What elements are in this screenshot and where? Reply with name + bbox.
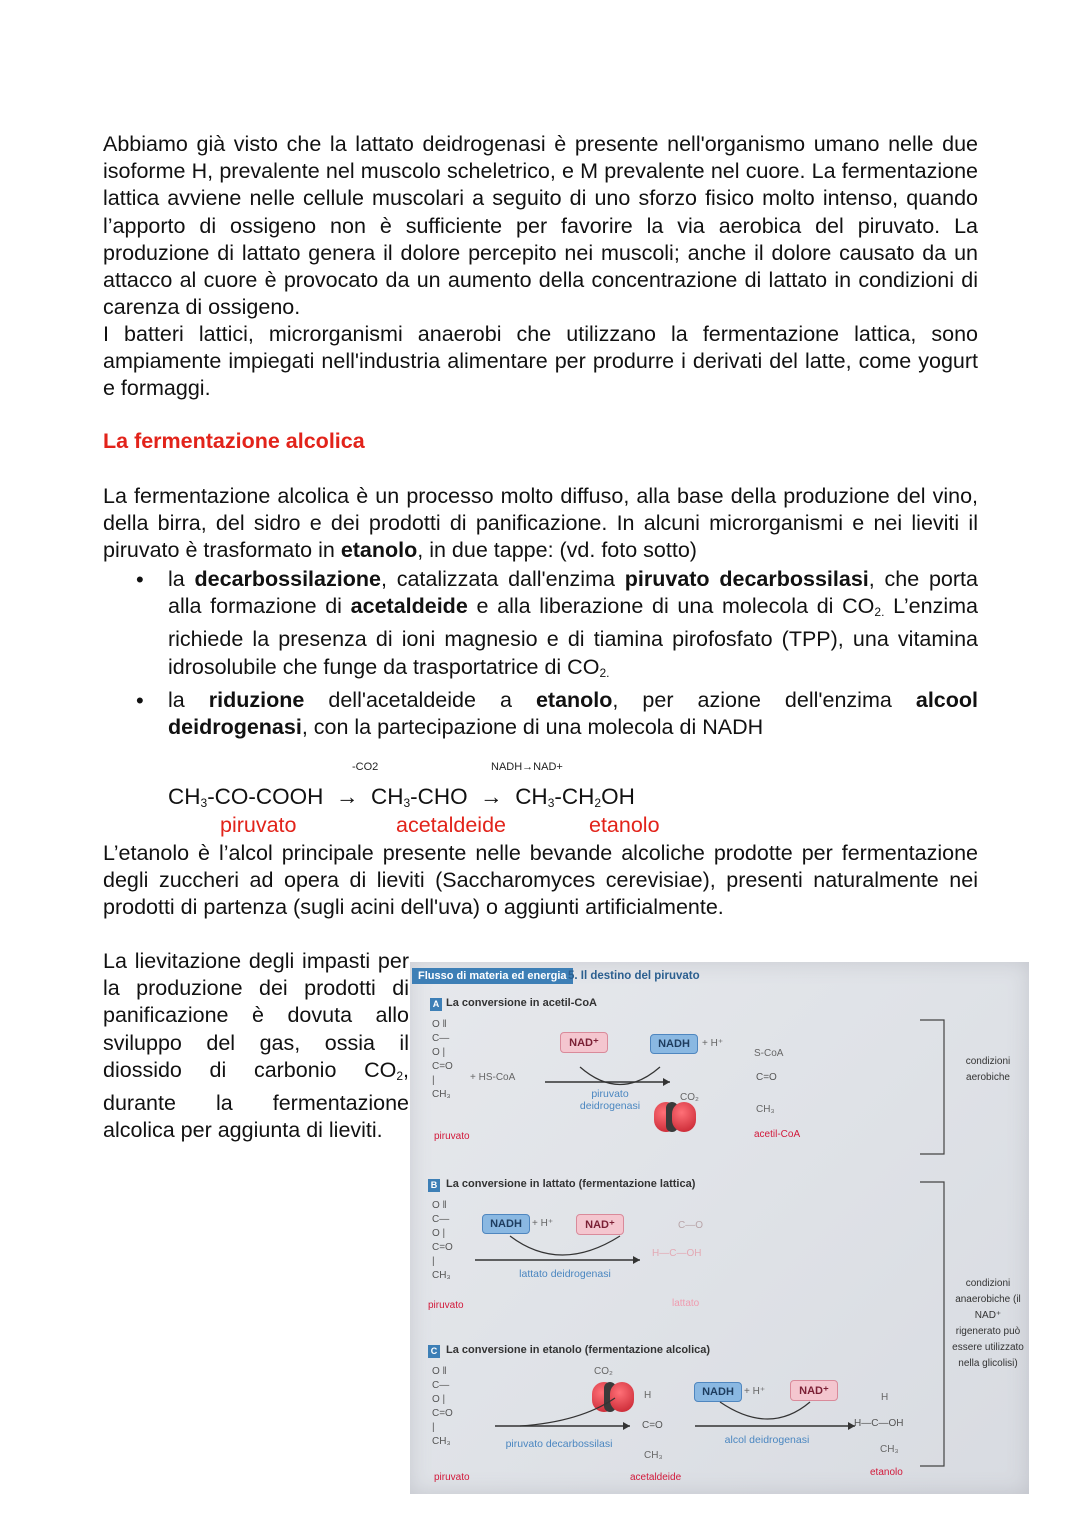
co2-o2 <box>672 1102 696 1132</box>
condition-aerobic: condizioni aerobiche <box>965 1056 1011 1083</box>
m3s2: 2 <box>594 796 602 810</box>
b2-b2: etanolo <box>535 687 613 712</box>
section-intro-text-a: La fermentazione alcolica è un processo molto diffuso, alla base della produzione del vino, della birra, del sidro e dei prodotti di panificazione. In alcuni microrganismi e nei lieviti il piruvato è trasformato in <box>103 484 978 563</box>
b1-t3: , che porta alla formazione di <box>168 567 978 619</box>
b1-b2: piruvato decarbossilasi <box>624 567 869 591</box>
name-pyruvate: piruvato <box>220 813 297 837</box>
molecule-acetaldehyde <box>371 784 468 809</box>
reactant-b: piruvato <box>428 1300 464 1311</box>
m3b: -CH <box>554 784 595 809</box>
ethanol-paragraph: L’etanolo è l’alcol principale presente nelle bevande alcoliche prodotte per fermentazione degli zuccheri ad opera di lieviti (Saccharomyces cerevisiae), presenti naturalmente nei prodotti di partenza (sugli acini dell'uva) o aggiunti artificialmente. <box>103 841 978 920</box>
arrow-a <box>540 1062 680 1102</box>
intro-paragraph-1: Abbiamo già visto che la lattato deidrogenasi è presente nell'organismo umano nelle due isoforme H, prevalente nel muscolo scheletrico, e M prevalente nel cuore. La fermentazione lattica avviene nelle cellule muscolari a seguito di uno sforzo fisico molto intenso, quando l’apporto di ossigeno non è sufficiente per favorire la via aerobica del piruvato. La produzione di lattato genera il dolore percepito nei muscoli; anche il dolore causato da un attacco al cuore è provocato da un aumento della concentrazione di lattato in condizioni di carenza di ossigeno. <box>103 132 978 320</box>
arrow-icon: → <box>335 784 359 809</box>
b1-b3: acetaldeide <box>350 594 468 619</box>
molecule-ethanol <box>515 784 635 809</box>
b2-b3: alcool deidrogenasi <box>168 687 978 740</box>
acetaldehyde-struct: C=O <box>642 1420 663 1431</box>
lattato-frag-1: C—O <box>678 1220 703 1231</box>
lattato-frag-2: H—C—OH <box>652 1248 702 1259</box>
pyruvate-structure-b: O ‖ C—O | C=O | CH₃ <box>432 1200 453 1281</box>
badge-c: C <box>428 1345 440 1358</box>
leavening-a: La lievitazione degli impasti per la produzione dei prodotti di panificazione è dovuta allo sviluppo del gas, ossia il diossido di carbonio CO <box>103 949 409 1082</box>
figure-tag: Flusso di materia ed energia <box>412 968 573 984</box>
hplus-c: + H⁺ <box>744 1386 766 1397</box>
b2-t1: la <box>168 687 209 712</box>
co2-label-a: CO₂ <box>680 1092 699 1103</box>
section-heading: La fermentazione alcolica <box>103 429 365 453</box>
step-decarboxylation <box>103 566 978 687</box>
b2-t3: , per azione dell'enzima <box>612 687 916 712</box>
co2-label-c: CO₂ <box>594 1366 613 1377</box>
product-struct-a: S-CoA <box>754 1048 784 1059</box>
hplus-b: + H⁺ <box>532 1218 554 1229</box>
b1-t5: L’enzima richiede la presenza di ioni magnesio e di tiamina pirofosfato (TPP), una vitamina idrosolubile che funge da trasportatrice di CO <box>168 594 978 679</box>
bracket-a <box>920 1018 950 1158</box>
m2a: CH <box>370 784 404 809</box>
nad-c: NAD⁺ <box>790 1380 838 1401</box>
reaction-label-co2: -CO2 <box>352 761 379 773</box>
badge-b: B <box>428 1179 440 1192</box>
name-ethanol: etanolo <box>589 813 660 837</box>
hplus-a: + H⁺ <box>702 1038 724 1049</box>
nadh-c: NADH <box>694 1382 742 1402</box>
badge-a: A <box>430 998 442 1011</box>
bracket-bc <box>920 1180 950 1470</box>
m2s: 3 <box>403 796 411 810</box>
m1s: 3 <box>200 796 208 810</box>
reaction-equation <box>168 784 635 810</box>
leavening-paragraph <box>103 948 409 1144</box>
m3a: CH <box>515 784 548 809</box>
nad-b: NAD⁺ <box>576 1214 624 1235</box>
title-c: La conversione in etanolo (fermentazione alcolica) <box>446 1344 711 1356</box>
b1-t1: la <box>168 567 195 591</box>
figure-title: 5. Il destino del piruvato <box>568 970 700 982</box>
b1-b1: decarbossilazione <box>194 567 381 591</box>
b1-t2: , catalizzata dall'enzima <box>380 567 625 591</box>
intro-paragraph-2: I batteri lattici, microrganismi anaerobi che utilizzano la fermentazione lattica, sono ampiamente impiegati nell'industria alimentare per produrre i derivati del latte, come yogurt e formaggi. <box>103 322 978 401</box>
steps-list <box>103 566 978 741</box>
nadh-b: NADH <box>482 1214 530 1234</box>
reactant-c: piruvato <box>434 1472 470 1483</box>
product-a: acetil-CoA <box>754 1129 801 1140</box>
nadh-a: NADH <box>650 1034 698 1054</box>
step-reduction <box>103 687 978 741</box>
arrow-icon: → <box>480 784 503 809</box>
textbook-figure-photo <box>410 962 1029 1494</box>
reaction-label-nadh: NADH→NAD+ <box>491 761 563 773</box>
m3s: 3 <box>547 796 555 810</box>
acetaldehyde-ch3: CH₃ <box>644 1450 663 1461</box>
b2-b1: riduzione <box>208 687 305 712</box>
b2-t2: dell'acetaldeide a <box>304 687 536 712</box>
b2-t4: , con la partecipazione di una molecola di NADH <box>301 715 764 740</box>
arrow-b <box>470 1232 650 1272</box>
section-intro-bold: etanolo <box>340 538 418 563</box>
product-ch3-a: CH₃ <box>756 1104 775 1115</box>
ethanol-h: H <box>881 1392 889 1403</box>
condition-anaerobic: condizioni anaerobiche (il NAD⁺ rigenerato può essere utilizzato nella glicolisi) <box>952 1278 1024 1369</box>
ethanol-ch3: CH₃ <box>880 1444 899 1455</box>
arrow-c1 <box>490 1392 640 1432</box>
middle-c: acetaldeide <box>630 1472 682 1483</box>
reactant-a: piruvato <box>434 1131 470 1142</box>
m1a: CH <box>168 784 201 809</box>
name-acetaldehyde: acetaldeide <box>396 813 506 837</box>
product-c: etanolo <box>870 1467 903 1478</box>
enzyme-c1: piruvato decarbossilasi <box>505 1438 613 1450</box>
hscoa-a: + HS-CoA <box>470 1072 516 1083</box>
product-b: lattato <box>672 1298 700 1309</box>
b1-sub2: 2. <box>599 665 610 680</box>
product-carbonyl-a: C=O <box>756 1072 777 1083</box>
pyruvate-structure-c: O ‖ C—O | C=O | CH₃ <box>432 1366 453 1447</box>
title-b: La conversione in lattato (fermentazione lattica) <box>446 1178 696 1190</box>
section-intro <box>103 483 978 565</box>
enzyme-a: piruvato deidrogenasi <box>579 1088 641 1112</box>
nad-a: NAD⁺ <box>560 1032 608 1053</box>
leavening-b: , durante la fermentazione alcolica per aggiunta di lieviti. <box>103 1057 409 1143</box>
leavening-sub: 2 <box>396 1068 404 1083</box>
pyruvate-structure-a: O ‖ C—O | C=O | CH₃ <box>432 1019 453 1100</box>
m1b: -CO-COOH <box>207 784 324 809</box>
section-intro-text-b: , in due tappe: (vd. foto sotto) <box>417 538 697 563</box>
molecule-pyruvate <box>168 784 323 809</box>
ethanol-struct: H—C—OH <box>854 1418 904 1429</box>
b1-sub1: 2. <box>874 605 885 620</box>
acetaldehyde-h: H <box>644 1390 652 1401</box>
m2b: -CHO <box>410 784 468 809</box>
title-a: La conversione in acetil-CoA <box>446 997 597 1009</box>
b1-t4: e alla liberazione di una molecola di CO <box>467 594 875 619</box>
enzyme-b: lattato deidrogenasi <box>519 1268 611 1280</box>
enzyme-c2: alcol deidrogenasi <box>724 1434 810 1446</box>
m3c: OH <box>601 784 635 809</box>
